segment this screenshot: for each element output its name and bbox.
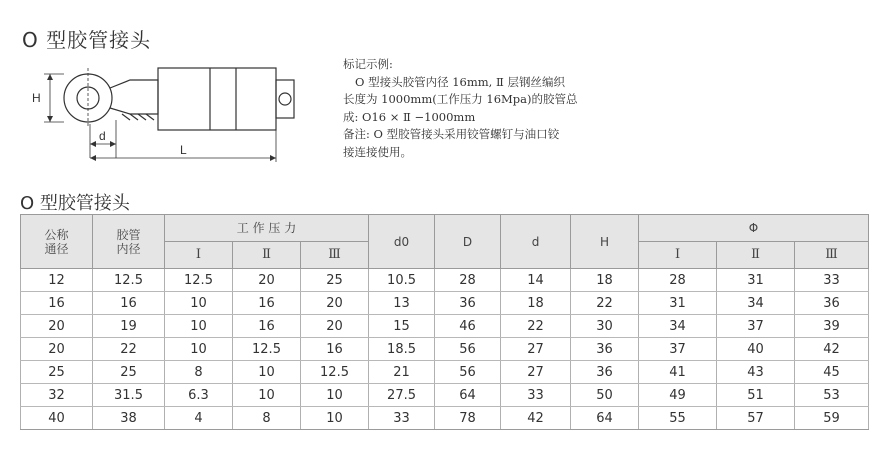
table-cell: 30 (571, 315, 639, 338)
dim-label-d: d (99, 129, 106, 143)
table-cell: 27 (501, 361, 571, 384)
table-cell: 40 (717, 338, 795, 361)
table-row (21, 361, 869, 384)
table-cell: 16 (233, 292, 301, 315)
table-cell: 34 (639, 315, 717, 338)
table-cell: 19 (93, 315, 165, 338)
col-header-hose-inner-diameter: 胶管 内径 (93, 215, 165, 269)
sub-header-pressure-iii: Ⅲ (301, 242, 369, 269)
notes-line: 接连接使用。 (343, 144, 412, 159)
spec-table (20, 214, 869, 430)
table-cell: 40 (21, 407, 93, 430)
table-cell: 28 (639, 269, 717, 292)
table-cell: 18.5 (369, 338, 435, 361)
marking-notes (343, 56, 643, 161)
col-header-H: H (571, 215, 639, 269)
sub-header-phi-ii: Ⅱ (717, 242, 795, 269)
sub-header-pressure-ii: Ⅱ (233, 242, 301, 269)
table-cell: 53 (795, 384, 869, 407)
table-cell: 10 (233, 361, 301, 384)
notes-line: O 型接头胶管内径 16mm, Ⅱ 层钢丝编织 (355, 74, 565, 89)
notes-heading: 标记示例: (343, 57, 393, 71)
table-cell: 43 (717, 361, 795, 384)
table-cell: 38 (93, 407, 165, 430)
table-cell: 20 (21, 338, 93, 361)
table-cell: 64 (435, 384, 501, 407)
col-header-d0: d0 (369, 215, 435, 269)
table-cell: 37 (717, 315, 795, 338)
table-cell: 57 (717, 407, 795, 430)
table-cell: 14 (501, 269, 571, 292)
notes-line: 长度为 1000mm(工作压力 16Mpa)的胶管总 (343, 92, 578, 106)
col-header-working-pressure: 工 作 压 力 (165, 215, 369, 242)
table-cell: 10 (165, 315, 233, 338)
table-cell: 27 (501, 338, 571, 361)
table-cell: 33 (795, 269, 869, 292)
table-cell: 16 (21, 292, 93, 315)
table-title: O 型胶管接头 (20, 193, 130, 214)
table-cell: 31 (717, 269, 795, 292)
table-cell: 56 (435, 361, 501, 384)
table-cell: 21 (369, 361, 435, 384)
sub-header-phi-iii: Ⅲ (795, 242, 869, 269)
col-header-d: d (501, 215, 571, 269)
table-cell: 10 (165, 338, 233, 361)
table-cell: 10 (301, 407, 369, 430)
table-cell: 12.5 (165, 269, 233, 292)
table-cell: 36 (571, 338, 639, 361)
dim-label-h: H (32, 91, 41, 105)
table-cell: 25 (301, 269, 369, 292)
table-row (21, 315, 869, 338)
table-cell: 59 (795, 407, 869, 430)
table-cell: 20 (301, 292, 369, 315)
table-cell: 10 (233, 384, 301, 407)
sub-header-pressure-i: Ⅰ (165, 242, 233, 269)
table-cell: 36 (435, 292, 501, 315)
table-cell: 45 (795, 361, 869, 384)
fitting-diagram (30, 58, 310, 168)
notes-line: 成: O16 × Ⅱ −1000mm (343, 109, 476, 124)
table-cell: 12.5 (93, 269, 165, 292)
table-cell: 22 (501, 315, 571, 338)
table-cell: 4 (165, 407, 233, 430)
table-cell: 16 (93, 292, 165, 315)
table-cell: 20 (21, 315, 93, 338)
table-cell: 10 (165, 292, 233, 315)
table-cell: 12.5 (233, 338, 301, 361)
table-cell: 16 (233, 315, 301, 338)
table-cell: 10.5 (369, 269, 435, 292)
table-cell: 28 (435, 269, 501, 292)
dim-label-l: L (180, 143, 187, 157)
table-cell: 41 (639, 361, 717, 384)
table-cell: 33 (369, 407, 435, 430)
table-cell: 50 (571, 384, 639, 407)
table-cell: 56 (435, 338, 501, 361)
table-row (21, 269, 869, 292)
table-cell: 20 (301, 315, 369, 338)
table-row (21, 338, 869, 361)
table-cell: 42 (795, 338, 869, 361)
table-cell: 18 (571, 269, 639, 292)
table-cell: 46 (435, 315, 501, 338)
table-cell: 42 (501, 407, 571, 430)
col-header-phi: Φ (639, 215, 869, 242)
table-cell: 78 (435, 407, 501, 430)
table-cell: 37 (639, 338, 717, 361)
table-row (21, 384, 869, 407)
table-cell: 31 (639, 292, 717, 315)
table-cell: 22 (571, 292, 639, 315)
table-cell: 49 (639, 384, 717, 407)
sub-header-phi-i: Ⅰ (639, 242, 717, 269)
col-header-nominal-bore: 公称 通径 (21, 215, 93, 269)
table-cell: 51 (717, 384, 795, 407)
table-cell: 12.5 (301, 361, 369, 384)
table-cell: 64 (571, 407, 639, 430)
table-cell: 36 (795, 292, 869, 315)
table-cell: 25 (93, 361, 165, 384)
table-cell: 15 (369, 315, 435, 338)
table-cell: 25 (21, 361, 93, 384)
table-row (21, 407, 869, 430)
table-cell: 36 (571, 361, 639, 384)
table-cell: 18 (501, 292, 571, 315)
table-cell: 55 (639, 407, 717, 430)
table-cell: 27.5 (369, 384, 435, 407)
table-cell: 31.5 (93, 384, 165, 407)
table-cell: 16 (301, 338, 369, 361)
table-cell: 8 (233, 407, 301, 430)
table-row (21, 292, 869, 315)
table-cell: 39 (795, 315, 869, 338)
table-cell: 6.3 (165, 384, 233, 407)
table-cell: 22 (93, 338, 165, 361)
page-title: O 型胶管接头 (22, 28, 152, 52)
table-cell: 12 (21, 269, 93, 292)
table-cell: 10 (301, 384, 369, 407)
table-cell: 20 (233, 269, 301, 292)
col-header-D: D (435, 215, 501, 269)
table-cell: 34 (717, 292, 795, 315)
table-cell: 13 (369, 292, 435, 315)
table-cell: 32 (21, 384, 93, 407)
table-cell: 33 (501, 384, 571, 407)
spec-table-body (21, 269, 869, 430)
notes-line: 备注: O 型胶管接头采用铰管螺钉与油口铰 (343, 127, 560, 141)
table-cell: 8 (165, 361, 233, 384)
